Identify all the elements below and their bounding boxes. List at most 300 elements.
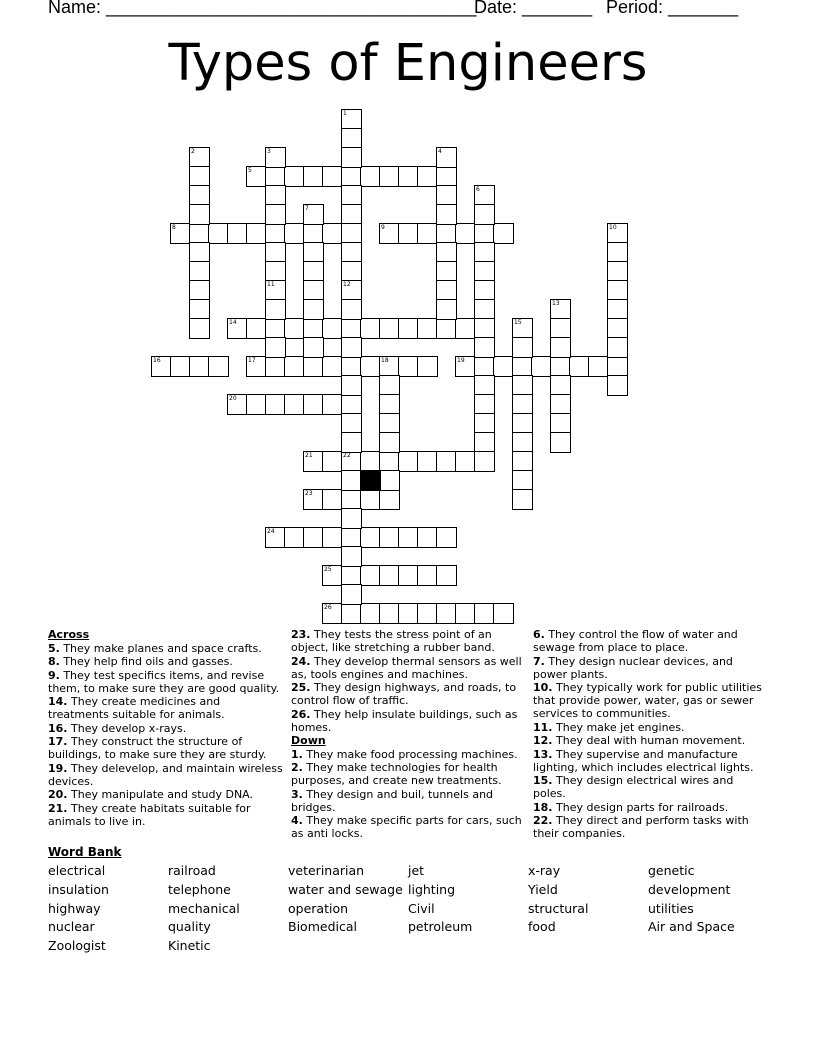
grid-cell[interactable] [265, 261, 286, 282]
grid-cell[interactable] [341, 185, 362, 206]
name-field[interactable]: Name: _____________________________________ [48, 0, 477, 17]
clue-label: 21. [48, 801, 68, 815]
grid-cell[interactable] [550, 394, 571, 415]
word-bank-item: telephone [168, 881, 231, 897]
grid-cell[interactable] [512, 375, 533, 396]
clue [291, 761, 527, 787]
word-bank-item: electrical [48, 863, 106, 878]
grid-cell[interactable] [512, 432, 533, 453]
clue-number: 21 [305, 452, 313, 459]
clue-label: 12. [533, 734, 553, 747]
clues-column-2 [291, 628, 527, 841]
page-title: Types of Engineers [168, 34, 648, 93]
grid-cell[interactable] [189, 299, 210, 320]
clue-label: 3. [291, 787, 303, 801]
grid-cell[interactable] [455, 223, 476, 244]
grid-cell[interactable] [607, 375, 628, 396]
grid-cell[interactable] [474, 451, 495, 472]
grid-cell[interactable] [417, 356, 438, 377]
grid-cell[interactable] [379, 451, 400, 472]
grid-cell[interactable] [303, 166, 324, 187]
grid-cell[interactable] [341, 147, 362, 168]
grid-cell[interactable] [341, 223, 362, 244]
across-heading: Across [48, 628, 90, 641]
grid-cell[interactable] [360, 603, 381, 624]
grid-cell[interactable] [417, 318, 438, 339]
grid-cell[interactable] [379, 432, 400, 453]
grid-block [360, 470, 381, 491]
clue [48, 735, 284, 761]
clue-text: They control the flow of water and sewage from place to place. [533, 628, 738, 654]
clue [533, 681, 769, 720]
grid-cell[interactable] [398, 451, 419, 472]
grid-cell[interactable] [341, 299, 362, 320]
grid-cell[interactable] [474, 356, 495, 377]
grid-cell[interactable] [189, 204, 210, 225]
grid-cell[interactable] [265, 356, 286, 377]
clue-label: 16. [48, 721, 68, 735]
clue-number: 16 [153, 357, 161, 364]
grid-cell[interactable] [284, 318, 305, 339]
grid-cell[interactable] [265, 318, 286, 339]
grid-cell[interactable] [341, 394, 362, 415]
word-bank-item: Zoologist [48, 938, 106, 954]
grid-cell[interactable] [189, 185, 210, 206]
grid-cell[interactable] [341, 261, 362, 282]
grid-cell[interactable] [265, 204, 286, 225]
grid-cell[interactable] [607, 299, 628, 320]
grid-cell[interactable] [265, 394, 286, 415]
grid-cell[interactable] [436, 242, 457, 263]
grid-cell[interactable] [322, 356, 343, 377]
clue-text: They manipulate and study DNA. [67, 788, 253, 801]
grid-cell[interactable] [607, 261, 628, 282]
grid-cell[interactable] [417, 451, 438, 472]
grid-cell[interactable] [303, 242, 324, 263]
clue-label: 1. [291, 747, 303, 761]
grid-cell[interactable] [189, 166, 210, 187]
word-bank-item: Kinetic [168, 938, 211, 954]
grid-cell[interactable] [436, 185, 457, 206]
clue-text: They make food processing machines. [302, 747, 518, 761]
grid-cell[interactable] [550, 413, 571, 434]
clue-text: They design highways, and roads, to control flow of traffic. [291, 681, 517, 707]
grid-cell[interactable] [550, 356, 571, 377]
grid-cell[interactable] [474, 261, 495, 282]
grid-cell[interactable] [303, 337, 324, 358]
clue-text: They design parts for railroads. [552, 800, 729, 814]
down-heading: Down [291, 734, 326, 747]
grid-cell[interactable] [303, 261, 324, 282]
grid-cell[interactable] [493, 603, 514, 624]
clue-number: 22 [343, 452, 351, 459]
clue [48, 669, 284, 695]
grid-cell[interactable] [474, 432, 495, 453]
grid-cell[interactable] [607, 356, 628, 377]
grid-cell[interactable] [341, 318, 362, 339]
clue [291, 655, 527, 681]
grid-cell[interactable] [265, 223, 286, 244]
grid-cell[interactable] [436, 261, 457, 282]
grid-cell[interactable] [303, 299, 324, 320]
grid-cell[interactable] [341, 603, 362, 624]
date-field[interactable]: Date: _______ [474, 0, 593, 17]
grid-cell[interactable] [436, 565, 457, 586]
grid-cell[interactable] [303, 318, 324, 339]
clue-text: They test specifics items, and revise them, to make sure they are good quality. [48, 668, 280, 695]
grid-cell[interactable] [360, 565, 381, 586]
grid-cell[interactable] [550, 432, 571, 453]
grid-cell[interactable] [569, 356, 590, 377]
clue [533, 814, 769, 840]
clue [48, 722, 284, 735]
clue [291, 788, 527, 814]
clue [533, 734, 769, 747]
grid-cell[interactable] [607, 337, 628, 358]
clue-label: 2. [291, 761, 303, 774]
clue-label: 22. [533, 814, 553, 827]
clue-text: They develop thermal sensors as well as, tools engines and machines. [291, 654, 522, 681]
word-bank-item: development [648, 881, 731, 897]
clue-text: They help insulate buildings, such as homes. [291, 707, 518, 734]
clue [533, 655, 769, 681]
clue-text: They direct and perform tasks with their companies. [533, 814, 749, 840]
word-bank-item: mechanical [168, 900, 240, 916]
grid-cell[interactable] [398, 318, 419, 339]
word-bank-item: petroleum [408, 919, 473, 935]
grid-cell[interactable] [360, 489, 381, 510]
grid-cell[interactable] [398, 166, 419, 187]
grid-cell[interactable] [417, 223, 438, 244]
grid-cell[interactable] [474, 223, 495, 244]
grid-cell[interactable] [474, 299, 495, 320]
grid-cell[interactable] [341, 546, 362, 567]
clue-number: 23 [305, 490, 313, 497]
clue-label: 10. [533, 681, 553, 694]
clue [533, 721, 769, 734]
word-bank-item: utilities [648, 900, 694, 916]
grid-cell[interactable] [360, 356, 381, 377]
grid-cell[interactable] [303, 394, 324, 415]
clue-label: 8. [48, 655, 60, 668]
word-bank-item: operation [288, 900, 349, 916]
grid-cell[interactable] [417, 166, 438, 187]
grid-cell[interactable] [341, 166, 362, 187]
grid-cell[interactable] [474, 280, 495, 301]
grid-cell[interactable] [474, 603, 495, 624]
grid-cell[interactable] [360, 527, 381, 548]
word-bank-item: x-ray [528, 863, 561, 878]
grid-cell[interactable] [398, 527, 419, 548]
clue-text: They create habitats suitable for animals to live in. [48, 801, 251, 828]
clue [48, 642, 284, 655]
grid-cell[interactable] [341, 470, 362, 491]
clue-number: 11 [267, 281, 275, 288]
grid-cell[interactable] [436, 223, 457, 244]
grid-cell[interactable] [303, 280, 324, 301]
grid-cell[interactable] [341, 527, 362, 548]
grid-cell[interactable] [493, 356, 514, 377]
clue-text: They develop x-rays. [67, 721, 187, 735]
clue [48, 762, 284, 788]
grid-cell[interactable] [341, 432, 362, 453]
word-bank-item: Biomedical [288, 919, 357, 935]
grid-cell[interactable] [512, 337, 533, 358]
word-bank-item: water and sewage [288, 881, 403, 897]
grid-cell[interactable] [189, 242, 210, 263]
clue [291, 628, 527, 654]
grid-cell[interactable] [398, 603, 419, 624]
grid-cell[interactable] [474, 318, 495, 339]
clue-text: They deal with human movement. [552, 734, 746, 747]
grid-cell[interactable] [417, 527, 438, 548]
word-bank-item: jet [408, 863, 425, 878]
word-bank-item: Civil [408, 900, 435, 916]
clue-label: 9. [48, 668, 60, 682]
grid-cell[interactable] [512, 489, 533, 510]
clue-text: They make technologies for health purposes, and create new treatments. [291, 761, 502, 787]
grid-cell[interactable] [379, 394, 400, 415]
clue-label: 17. [48, 735, 68, 748]
clue-label: 26. [291, 707, 311, 721]
grid-cell[interactable] [455, 603, 476, 624]
grid-cell[interactable] [322, 394, 343, 415]
grid-cell[interactable] [246, 394, 267, 415]
grid-cell[interactable] [474, 337, 495, 358]
grid-cell[interactable] [303, 527, 324, 548]
grid-cell[interactable] [265, 299, 286, 320]
grid-cell[interactable] [588, 356, 609, 377]
clue [48, 802, 284, 828]
grid-cell[interactable] [455, 451, 476, 472]
clue [533, 801, 769, 814]
clue-text: They design and buil, tunnels and bridges. [291, 787, 494, 814]
clue-label: 19. [48, 761, 68, 775]
clue-text: They help find oils and gasses. [59, 655, 233, 668]
clue-number: 18 [381, 357, 389, 364]
clue-text: They design nuclear devices, and power plants. [533, 654, 733, 681]
grid-cell[interactable] [360, 166, 381, 187]
clue-number: 25 [324, 566, 332, 573]
grid-cell[interactable] [303, 356, 324, 377]
clue-number: 10 [609, 224, 617, 231]
grid-cell[interactable] [398, 223, 419, 244]
grid-cell[interactable] [379, 603, 400, 624]
grid-cell[interactable] [398, 356, 419, 377]
grid-cell[interactable] [265, 185, 286, 206]
clue [533, 774, 769, 800]
clue-text: They delevelop, and maintain wireless devices. [48, 761, 283, 788]
grid-cell[interactable] [417, 565, 438, 586]
grid-cell[interactable] [322, 223, 343, 244]
clue-number: 13 [552, 300, 560, 307]
clue-number: 19 [457, 357, 465, 364]
word-bank-item: quality [168, 919, 211, 935]
grid-cell[interactable] [189, 280, 210, 301]
grid-cell[interactable] [341, 375, 362, 396]
grid-cell[interactable] [436, 451, 457, 472]
grid-cell[interactable] [436, 603, 457, 624]
clue-label: 20. [48, 788, 68, 801]
word-bank-item: nuclear [48, 919, 95, 935]
grid-cell[interactable] [607, 280, 628, 301]
clue [291, 748, 527, 761]
grid-cell[interactable] [265, 242, 286, 263]
word-bank-title: Word Bank [48, 845, 122, 859]
grid-cell[interactable] [322, 451, 343, 472]
grid-cell[interactable] [550, 375, 571, 396]
clue-text: They construct the structure of buildings, to make sure they are sturdy. [48, 735, 267, 761]
clues-column-1 [48, 628, 284, 828]
grid-cell[interactable] [189, 318, 210, 339]
clue-text: They typically work for public utilities that provide power, water, gas or sewer services to communities. [533, 681, 762, 720]
grid-cell[interactable] [531, 356, 552, 377]
grid-cell[interactable] [189, 261, 210, 282]
grid-cell[interactable] [512, 413, 533, 434]
clue-label: 5. [48, 641, 60, 655]
grid-cell[interactable] [436, 318, 457, 339]
period-field[interactable]: Period: _______ [606, 0, 739, 17]
grid-cell[interactable] [341, 508, 362, 529]
word-bank-item: Yield [528, 881, 558, 897]
grid-cell[interactable] [189, 356, 210, 377]
grid-cell[interactable] [474, 204, 495, 225]
grid-cell[interactable] [170, 356, 191, 377]
grid-cell[interactable] [246, 223, 267, 244]
grid-cell[interactable] [341, 584, 362, 605]
grid-cell[interactable] [322, 489, 343, 510]
grid-cell[interactable] [379, 318, 400, 339]
grid-cell[interactable] [284, 527, 305, 548]
clue-number: 1 [343, 110, 347, 117]
clue-number: 3 [267, 148, 271, 155]
grid-cell[interactable] [493, 223, 514, 244]
word-bank-item: lighting [408, 881, 456, 897]
grid-cell[interactable] [227, 223, 248, 244]
grid-cell[interactable] [512, 451, 533, 472]
clue-number: 7 [305, 205, 309, 212]
grid-cell[interactable] [284, 356, 305, 377]
grid-cell[interactable] [474, 375, 495, 396]
grid-cell[interactable] [379, 527, 400, 548]
word-bank-item: Air and Space [648, 919, 735, 935]
clue-label: 6. [533, 628, 545, 641]
grid-cell[interactable] [360, 451, 381, 472]
clue [48, 788, 284, 801]
grid-cell[interactable] [474, 394, 495, 415]
grid-cell[interactable] [360, 318, 381, 339]
grid-cell[interactable] [512, 356, 533, 377]
clue [291, 681, 527, 707]
clue-number: 17 [248, 357, 256, 364]
grid-cell[interactable] [208, 356, 229, 377]
grid-cell[interactable] [436, 527, 457, 548]
clue [533, 628, 769, 654]
grid-cell[interactable] [436, 280, 457, 301]
grid-cell[interactable] [512, 470, 533, 491]
clue-text: They make specific parts for cars, such as anti locks. [291, 814, 522, 840]
grid-cell[interactable] [341, 356, 362, 377]
grid-cell[interactable] [436, 299, 457, 320]
grid-cell[interactable] [474, 413, 495, 434]
word-bank-item: veterinarian [288, 863, 365, 878]
grid-cell[interactable] [341, 128, 362, 149]
clue-number: 26 [324, 604, 332, 611]
clue-number: 14 [229, 319, 237, 326]
grid-cell[interactable] [607, 318, 628, 339]
grid-cell[interactable] [398, 565, 419, 586]
grid-cell[interactable] [208, 223, 229, 244]
grid-cell[interactable] [284, 394, 305, 415]
grid-cell[interactable] [474, 242, 495, 263]
grid-cell[interactable] [189, 223, 210, 244]
grid-cell[interactable] [550, 337, 571, 358]
clue-label: 15. [533, 774, 553, 787]
grid-cell[interactable] [341, 242, 362, 263]
clue-label: 24. [291, 654, 311, 668]
grid-cell[interactable] [284, 166, 305, 187]
grid-cell[interactable] [265, 166, 286, 187]
grid-cell[interactable] [550, 318, 571, 339]
clues-column-3 [533, 628, 769, 841]
grid-cell[interactable] [341, 565, 362, 586]
grid-cell[interactable] [417, 603, 438, 624]
clue [291, 708, 527, 734]
clue-text: They make planes and space crafts. [59, 641, 262, 655]
clue-label: 25. [291, 681, 311, 694]
grid-cell[interactable] [455, 318, 476, 339]
grid-cell[interactable] [607, 242, 628, 263]
grid-cell[interactable] [322, 166, 343, 187]
clue-number: 12 [343, 281, 351, 288]
clue-text: They make jet engines. [552, 720, 685, 734]
grid-cell[interactable] [341, 204, 362, 225]
grid-cell[interactable] [303, 223, 324, 244]
word-bank-item: insulation [48, 881, 109, 897]
grid-cell[interactable] [322, 318, 343, 339]
clue-number: 5 [248, 167, 252, 174]
word-bank-item: structural [528, 900, 589, 916]
clue-text: They tests the stress point of an object, like stretching a rubber band. [291, 628, 495, 654]
word-bank-item: highway [48, 900, 101, 916]
clue [48, 655, 284, 668]
clue-number: 20 [229, 395, 237, 402]
grid-cell[interactable] [341, 413, 362, 434]
grid-cell[interactable] [379, 470, 400, 491]
grid-cell[interactable] [379, 489, 400, 510]
word-bank-item: genetic [648, 863, 695, 878]
clue-label: 7. [533, 654, 545, 668]
grid-cell[interactable] [379, 375, 400, 396]
grid-cell[interactable] [246, 318, 267, 339]
clue-number: 9 [381, 224, 385, 231]
grid-cell[interactable] [379, 565, 400, 586]
grid-cell[interactable] [512, 394, 533, 415]
grid-cell[interactable] [436, 204, 457, 225]
clue-label: 11. [533, 720, 553, 734]
grid-cell[interactable] [284, 223, 305, 244]
grid-cell[interactable] [436, 166, 457, 187]
word-bank-item: railroad [168, 863, 216, 878]
clue-number: 6 [476, 186, 480, 193]
clue-label: 23. [291, 628, 311, 641]
grid-cell[interactable] [379, 413, 400, 434]
grid-cell[interactable] [341, 489, 362, 510]
grid-cell[interactable] [265, 337, 286, 358]
grid-cell[interactable] [341, 337, 362, 358]
grid-cell[interactable] [322, 527, 343, 548]
grid-cell[interactable] [379, 166, 400, 187]
